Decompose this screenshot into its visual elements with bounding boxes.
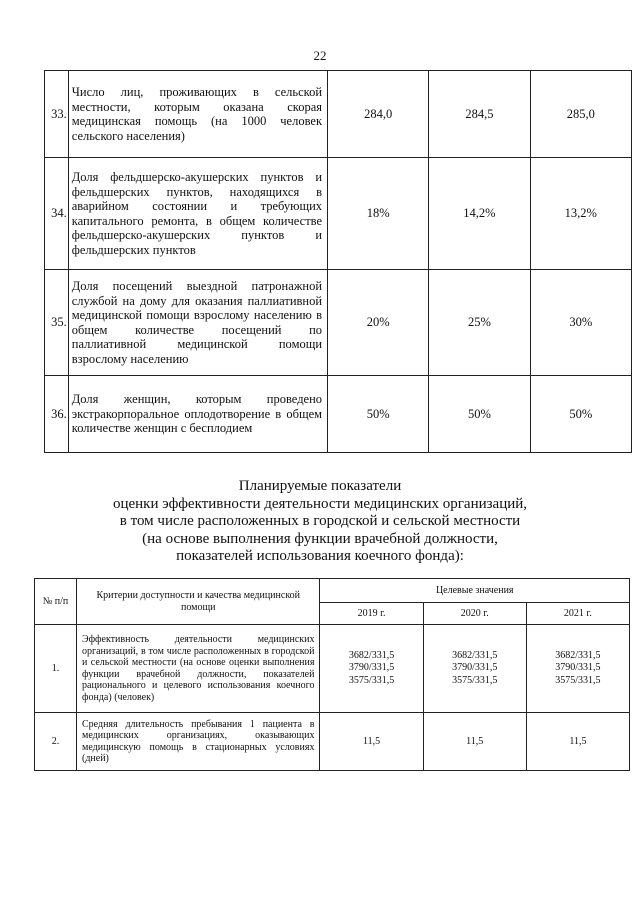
value-line: 3790/331,5 xyxy=(452,662,498,674)
value-line: 3682/331,5 xyxy=(348,649,395,661)
value-2020: 50% xyxy=(429,376,530,453)
section-heading xyxy=(0,478,640,566)
value-line: 3575/331,5 xyxy=(348,674,395,686)
value-line: 3682/331,5 xyxy=(452,649,498,661)
top-indicators-table xyxy=(44,70,632,453)
table-row xyxy=(35,625,630,713)
value-2021: 285,0 xyxy=(530,71,631,158)
value-2021: 30% xyxy=(530,270,631,376)
value-2021: 11,5 xyxy=(526,713,629,771)
value-2021: 50% xyxy=(530,376,631,453)
table-header-row xyxy=(35,579,630,603)
header-number: № п/п xyxy=(35,579,77,625)
row-description: Число лиц, проживающих в сельской местности, которым оказана скорая медицинская помощь (на 1000 человек сельского населения) xyxy=(68,71,327,158)
value-2020: 14,2% xyxy=(429,158,530,270)
header-year-2019: 2019 г. xyxy=(320,603,423,625)
table-row xyxy=(45,71,632,158)
header-target-values: Целевые значения xyxy=(320,579,630,603)
value-2019: 11,5 xyxy=(320,713,423,771)
table-row xyxy=(45,376,632,453)
page-number: 22 xyxy=(313,48,327,63)
value-line: 3575/331,5 xyxy=(452,674,498,686)
row-number: 1. xyxy=(35,625,77,713)
table-row xyxy=(45,270,632,376)
row-description: Доля женщин, которым проведено экстракорпоральное оплодотворение в общем количестве женщин с бесплодием xyxy=(68,376,327,453)
value-2021: 13,2% xyxy=(530,158,631,270)
value-2020: 284,5 xyxy=(429,71,530,158)
value-2020: 11,5 xyxy=(423,713,526,771)
value-2019: 18% xyxy=(328,158,429,270)
value-2020 xyxy=(423,625,526,713)
value-2019: 50% xyxy=(328,376,429,453)
header-criteria: Критерии доступности и качества медицинской помощи xyxy=(77,579,320,625)
value-line: 3790/331,5 xyxy=(555,662,601,674)
header-year-2020: 2020 г. xyxy=(423,603,526,625)
heading-line: оценки эффективности деятельности медицинских организаций, xyxy=(112,495,528,512)
value-2019 xyxy=(320,625,423,713)
row-description: Доля фельдшерско-акушерских пунктов и фельдшерских пунктов, находящихся в аварийном состоянии и требующих капитального ремонта, в общем количестве фельдшерско-акушерских пунктов и фельдшерских пунктов xyxy=(68,158,327,270)
row-description: Доля посещений выездной патронажной службой на дому для оказания паллиативной медицинской помощи взрослому населению в общем количестве посещений по паллиативной медицинской помощи взрослому населению xyxy=(68,270,327,376)
table-row xyxy=(45,158,632,270)
value-2019: 284,0 xyxy=(328,71,429,158)
row-number: 2. xyxy=(35,713,77,771)
heading-line: (на основе выполнения функции врачебной должности, xyxy=(142,530,498,547)
row-number: 34. xyxy=(45,158,69,270)
row-number: 35. xyxy=(45,270,69,376)
value-line: 3790/331,5 xyxy=(348,662,395,674)
value-2019: 20% xyxy=(328,270,429,376)
row-number: 33. xyxy=(45,71,69,158)
value-line: 3575/331,5 xyxy=(555,674,601,686)
value-line: 3682/331,5 xyxy=(555,649,601,661)
value-2020: 25% xyxy=(429,270,530,376)
row-description: Эффективность деятельности медицинских организаций, в том числе расположенных в городской и сельской местности (на основе оценки выполнения функции врачебной должности, показателей рационального и целевого использования коечного фонда) (человек) xyxy=(77,625,320,713)
row-number: 36. xyxy=(45,376,69,453)
efficiency-indicators-table xyxy=(34,578,630,771)
heading-line: показателей использования коечного фонда): xyxy=(176,548,464,564)
header-year-2021: 2021 г. xyxy=(526,603,629,625)
row-description: Средняя длительность пребывания 1 пациента в медицинских организациях, оказывающих медицинскую помощь в стационарных условиях (дней) xyxy=(77,713,320,771)
value-2021 xyxy=(526,625,629,713)
heading-line: в том числе расположенных в городской и сельской местности xyxy=(119,513,521,529)
heading-line: Планируемые показатели xyxy=(238,478,402,494)
table-row xyxy=(35,713,630,771)
